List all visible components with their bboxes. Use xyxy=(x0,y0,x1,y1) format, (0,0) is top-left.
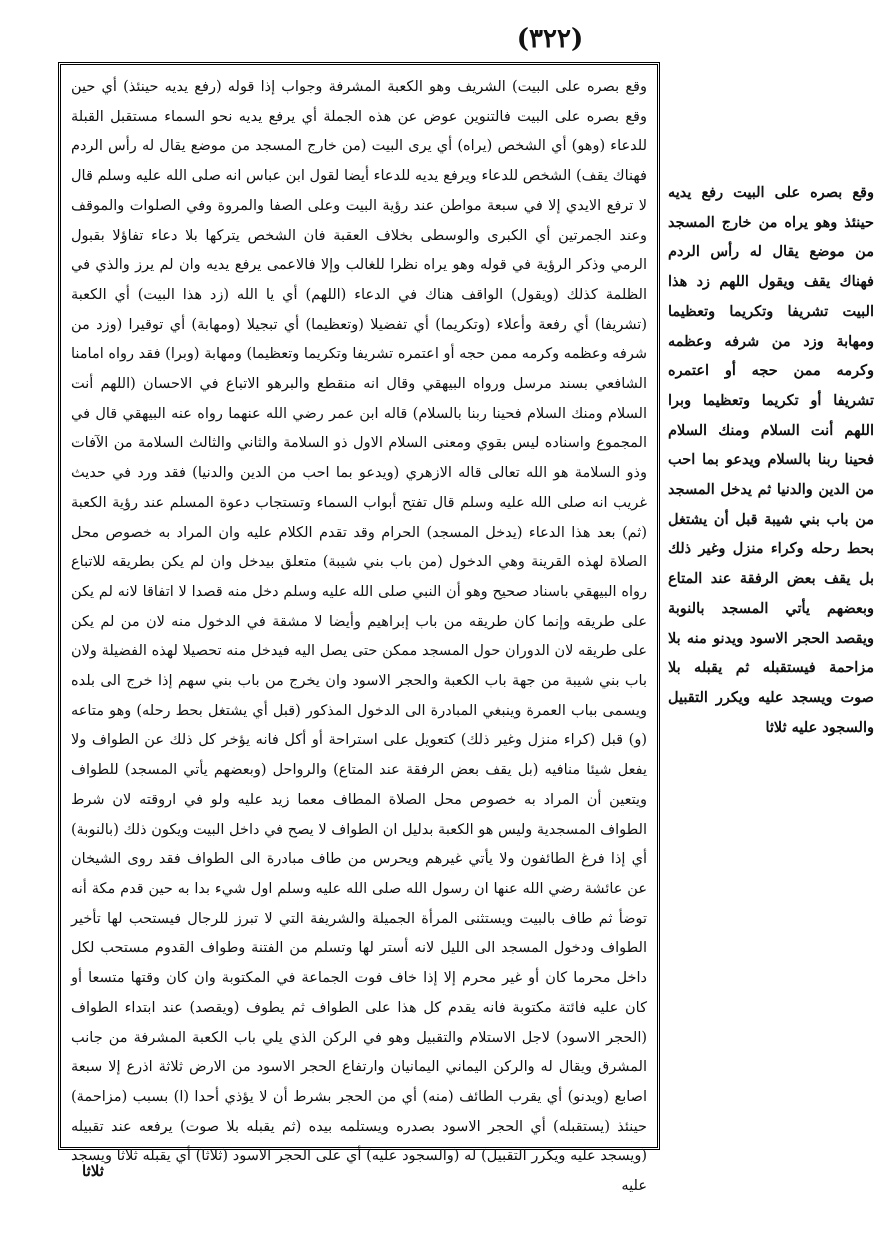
main-text-frame xyxy=(58,62,660,1195)
catchword: ثلاثا xyxy=(82,1162,104,1180)
margin-text-paragraph: وقع بصره على البيت رفع يديه حينئذ وهو يراه من خارج المسجد من موضع يقال له رأس الردم فهناك يقف ويقول اللهم زد هذا البيت تشريفا وتكريما وتعظيما ومهابة وزد من شرفه وعظمه وكرمه ممن حجه أو اعتمره تشريفا أو تكريما وتعظيما وبرا اللهم أنت السلام ومنك السلام فحينا ربنا بالسلام ويدعو بما احب من الدين والدنيا ثم يدخل المسجد من باب بني شيبة قبل أن يشتغل بحط رحله وكراء منزل وغير ذلك بل يقف بعض الرفقة عند المتاع وبعضهم يأتي المسجد بالنوبة ويقصد الحجر الاسود ويدنو منه بلا مزاحمة فيستقبله ثم يقبله بلا صوت ويسجد عليه ويكرر التقبيل والسجود عليه ثلاثا xyxy=(668,184,874,736)
main-text-block xyxy=(71,73,647,1195)
page-number: (٣٢٢) xyxy=(516,24,584,54)
margin-text-block xyxy=(668,178,874,742)
main-text-paragraph: وقع بصره على البيت) الشريف وهو الكعبة المشرفة وجواب إذا قوله (رفع يديه حينئذ) أي حين وقع بصره على البيت فالتنوين عوض عن هذه الجملة أي يرفع يديه نحو السماء مستقبل القبلة للدعاء (وهو) أي الشخص (يراه) أي يرى البيت (من خارج المسجد من موضع يقال له رأس الردم فهناك يقف) الشخص للدعاء ويرفع يديه للدعاء أيضا لقول ابن عباس انه صلى الله عليه وسلم قال لا ترفع الايدي إلا في سبعة مواطن عند رؤية البيت وعلى الصفا والمروة وفي الصلوات والموقف وعند الجمرتين أي الكبرى والوسطى بخلاف العقبة فان الشخص يتركها بلا دعاء تفاؤلا بقبول الرمي وذكر الرؤية في قوله وهو يراه نظرا للغالب وإلا فالاعمى يرفع يديه وان لم يرز والذي في الظلمة كذلك (ويقول) الواقف هناك في الدعاء (اللهم) أي يا الله (زد هذا البيت) أي الكعبة (تشريفا) أي رفعة وأعلاء (وتكريما) أي تفضيلا (وتعظيما) أي تبجيلا (ومهابة) أي توقيرا (وزد من شرفه وعظمه وكرمه ممن حجه أو اعتمره تشريفا وتكريما وتعظيما) ومهابة (وبرا) فقد رواه امامنا الشافعي بسند مرسل ورواه البيهقي وقال انه منقطع والبرهو الاتباع في الاحسان (اللهم أنت السلام ومنك السلام فحينا ربنا بالسلام) قاله ابن عمر رضي الله عنهما رواه عنه البيهقي قال في المجموع واسناده ليس بقوي ومعنى السلام الاول ذو السلامة والثاني والثالث السلامة من الآفات وذو السلامة هو الله تعالى قاله الازهري (ويدعو بما احب من الدين والدنيا) فقد ورد في حديث غريب انه صلى الله عليه وسلم قال تفتح أبواب السماء وتستجاب دعوة المسلم عند رؤية الكعبة (ثم) بعد هذا الدعاء (يدخل المسجد) الحرام وقد تقدم الكلام عليه وان المراد به خصوص محل الصلاة لهذه القرينة وهي الدخول (من باب بني شيبة) متعلق بيدخل وان لم يكن بطريقه للاتباع رواه البيهقي باسناد صحيح وهو أن النبي صلى الله عليه وسلم دخل منه قصدا لا اتفاقا لانه لم يكن على طريقه وإنما كان طريقه من باب إبراهيم وأيضا لا مشقة في الدخول منه لان من لم يكن على طريقه لان الدوران حول المسجد ممكن حتى يصل اليه فيدخل منه تحصيلا لهذه الفضيلة ولان باب بني شيبة من جهة باب الكعبة والحجر الاسود وان يخرج من باب بني سهم إذا خرج الى بلده ويسمى بباب العمرة وينبغي المبادرة الى الدخول المذكور (قبل أي يشتغل بحط رحله) وهو متاعه (و) قبل (كراء منزل وغير ذلك) كتعويل على استراحة أو أكل فانه يؤخر كل ذلك عن الطواف ولا يفعل شيئا منافيه (بل يقف بعض الرفقة عند المتاع) والرواحل (وبعضهم يأتي المسجد) للطواف ويتعين أن المراد به خصوص محل الصلاة المطاف معما زيد عليه ولو في اروقته لان شرط الطواف المسجدية وليس هو الكعبة بدليل ان الطواف لا يصح في داخل البيت ويكون ذلك (بالنوبة) أي إذا فرغ الطائفون ولا يأتي غيرهم ويحرس من طاف مبادرة الى الطواف فقد روى الشيخان عن عائشة رضي الله عنها ان رسول الله صلى الله عليه وسلم اول شيء بدا به حين قدم مكة أنه توضأ ثم طاف بالبيت ويستثنى المرأة الجميلة والشريفة التي لا تبرز للرجال فيستحب لها تأخير الطواف ودخول المسجد الى الليل لانه أستر لها وتسلم من الفتنة وطواف القدوم مستحب لكل داخل محرما كان أو غير محرم إلا إذا خاف فوت الجماعة في المكتوبة وان كان وقتها متسعا أو كان عليه فائتة مكتوبة فانه يقدم كل هذا على الطواف ثم يطوف (ويقصد) عند ابتداء الطواف (الحجر الاسود) لاجل الاستلام والتقبيل وهو في الركن الذي يلي باب الكعبة المشرفة من جانب المشرق ويقال له والركن اليماني اليمانيان وارتفاع الحجر الاسود من الارض ثلاثة اذرع إلا سبعة اصابع (ويدنو) أي يقرب الطائف (منه) أي من الحجر بشرط أن لا يؤذي أحدا (ا) بسبب (مزاحمة) حينئذ (يستقبله) أي الحجر الاسود بصدره ويستلمه بيده (ثم يقبله بلا صوت) يرفعه عند تقبيله (ويسجد عليه ويكرر التقبيل) له (والسجود عليه) أي على الحجر الاسود (ثلاثا) أي يقبله ثلاثا ويسجد عليه xyxy=(71,79,647,1195)
